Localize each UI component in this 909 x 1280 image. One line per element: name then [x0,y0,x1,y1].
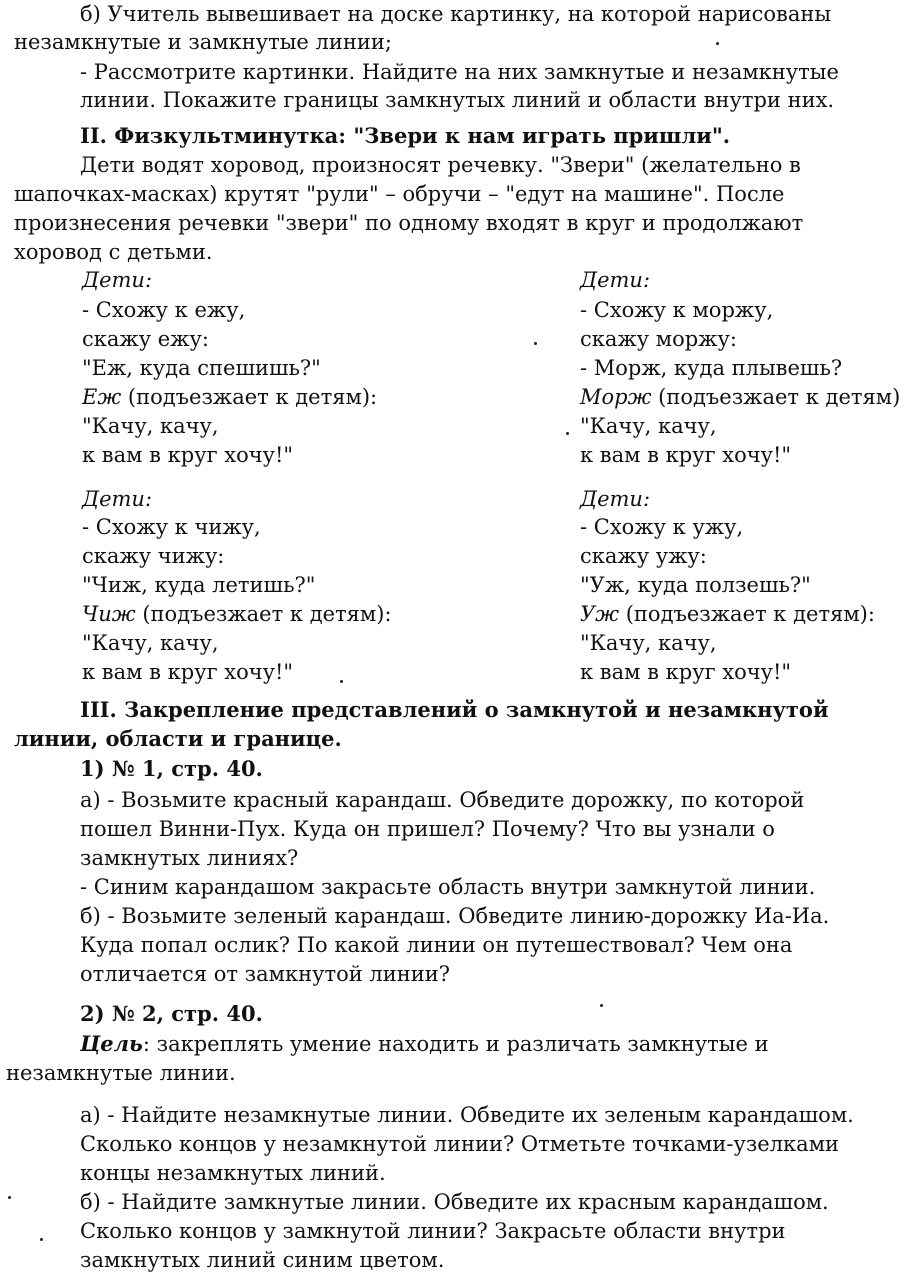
poem-animal-line [580,600,875,628]
section-heading-3-cont: линии, области и границе. [14,726,342,751]
text-line: незамкнутые и замкнутые линии; [14,30,392,54]
text-line: отличается от замкнутой линии? [80,962,450,986]
text-line: б) - Найдите замкнутые линии. Обведите их красным карандашом. [80,1190,829,1214]
animal-name: Чиж [82,602,136,626]
scan-speck [40,1238,43,1241]
poem-line: "Качу, качу, [580,631,717,655]
poem-line: скажу моржу: [580,327,737,351]
poem-line: - Схожу к ежу, [82,298,246,322]
poem-speaker: Дети: [82,268,153,292]
task-1-ref: 1) № 1, стр. 40. [80,756,263,781]
text-line: линии. Покажите границы замкнутых линий и области внутри них. [80,88,835,112]
goal-label: Цель [80,1031,143,1056]
scan-speck [716,42,719,45]
animal-action: (подъезжает к детям) [658,385,901,409]
text-line: б) Учитель вывешивает на доске картинку, на которой нарисованы [80,2,832,26]
poem-line: "Чиж, куда летишь?" [82,573,316,597]
poem-line: - Схожу к моржу, [580,298,774,322]
poem-line: - Схожу к ужу, [580,515,744,539]
text-line: Куда попал ослик? По какой линии он путешествовал? Чем она [80,933,793,957]
animal-action: (подъезжает к детям): [142,602,392,626]
animal-name: Морж [580,385,652,409]
poem-line: "Еж, куда спешишь?" [82,356,321,380]
text-line: незамкнутые линии. [6,1061,236,1085]
text-line: хоровод с детьми. [14,240,213,264]
text-line: пошел Винни-Пух. Куда он пришел? Почему? Что вы узнали о [80,817,775,841]
poem-line: скажу чижу: [82,544,225,568]
poem-speaker: Дети: [580,268,651,292]
animal-action: (подъезжает к детям): [625,602,875,626]
poem-speaker: Дети: [82,487,153,511]
poem-line: - Схожу к чижу, [82,515,261,539]
text-line: а) - Возьмите красный карандаш. Обведите дорожку, по которой [80,788,805,812]
poem-line: "Уж, куда ползешь?" [580,573,811,597]
poem-line: скажу ужу: [580,544,707,568]
text-line: - Синим карандашом закрасьте область внутри замкнутой линии. [80,875,816,899]
poem-speaker: Дети: [580,487,651,511]
poem-line: к вам в круг хочу!" [82,443,294,467]
text-line: б) - Возьмите зеленый карандаш. Обведите линию-дорожку Иа-Иа. [80,904,830,928]
poem-animal-line [82,600,392,628]
goal-line [80,1030,769,1058]
scan-speck [8,1196,11,1199]
text-line: шапочках-масках) крутят "рули" – обручи – "едут на машине". После [14,182,785,206]
text-line: Сколько концов у незамкнутой линии? Отметьте точками-узелками [80,1132,840,1156]
text-line: а) - Найдите незамкнутые линии. Обведите их зеленым карандашом. [80,1103,854,1127]
scan-speck [600,1004,603,1007]
poem-line: к вам в круг хочу!" [580,660,792,684]
animal-action: (подъезжает к детям): [127,385,378,409]
text-line: Сколько концов у замкнутой линии? Закрасьте области внутри [80,1219,786,1243]
poem-line: - Морж, куда плывешь? [580,356,843,380]
text-line: - Рассмотрите картинки. Найдите на них замкнутые и незамкнутые [80,60,839,84]
text-line: замкнутых линиях? [80,846,299,870]
section-heading-2: II. Физкультминутка: "Звери к нам играть пришли". [80,123,731,148]
text-line: произнесения речевки "звери" по одному входят в круг и продолжают [14,211,804,235]
poem-line: скажу ежу: [82,327,209,351]
poem-line: "Качу, качу, [82,631,219,655]
text-line: замкнутых линий синим цветом. [80,1248,445,1272]
scan-speck [340,680,343,683]
scan-speck [566,432,569,435]
animal-name: Еж [82,385,122,409]
poem-animal-line [82,383,377,411]
section-heading-3: III. Закрепление представлений о замкнутой и незамкнутой [80,697,829,722]
scan-speck [534,342,537,345]
poem-line: "Качу, качу, [580,414,717,438]
poem-line: "Качу, качу, [82,414,219,438]
text-line: концы незамкнутых линий. [80,1161,386,1185]
task-2-ref: 2) № 2, стр. 40. [80,1001,263,1026]
poem-line: к вам в круг хочу!" [580,443,792,467]
poem-line: к вам в круг хочу!" [82,660,294,684]
goal-text: : закреплять умение находить и различать замкнутые и [142,1032,769,1056]
text-line: Дети водят хоровод, произносят речевку. "Звери" (желательно в [80,153,801,177]
poem-animal-line [580,383,900,411]
animal-name: Уж [580,602,620,626]
